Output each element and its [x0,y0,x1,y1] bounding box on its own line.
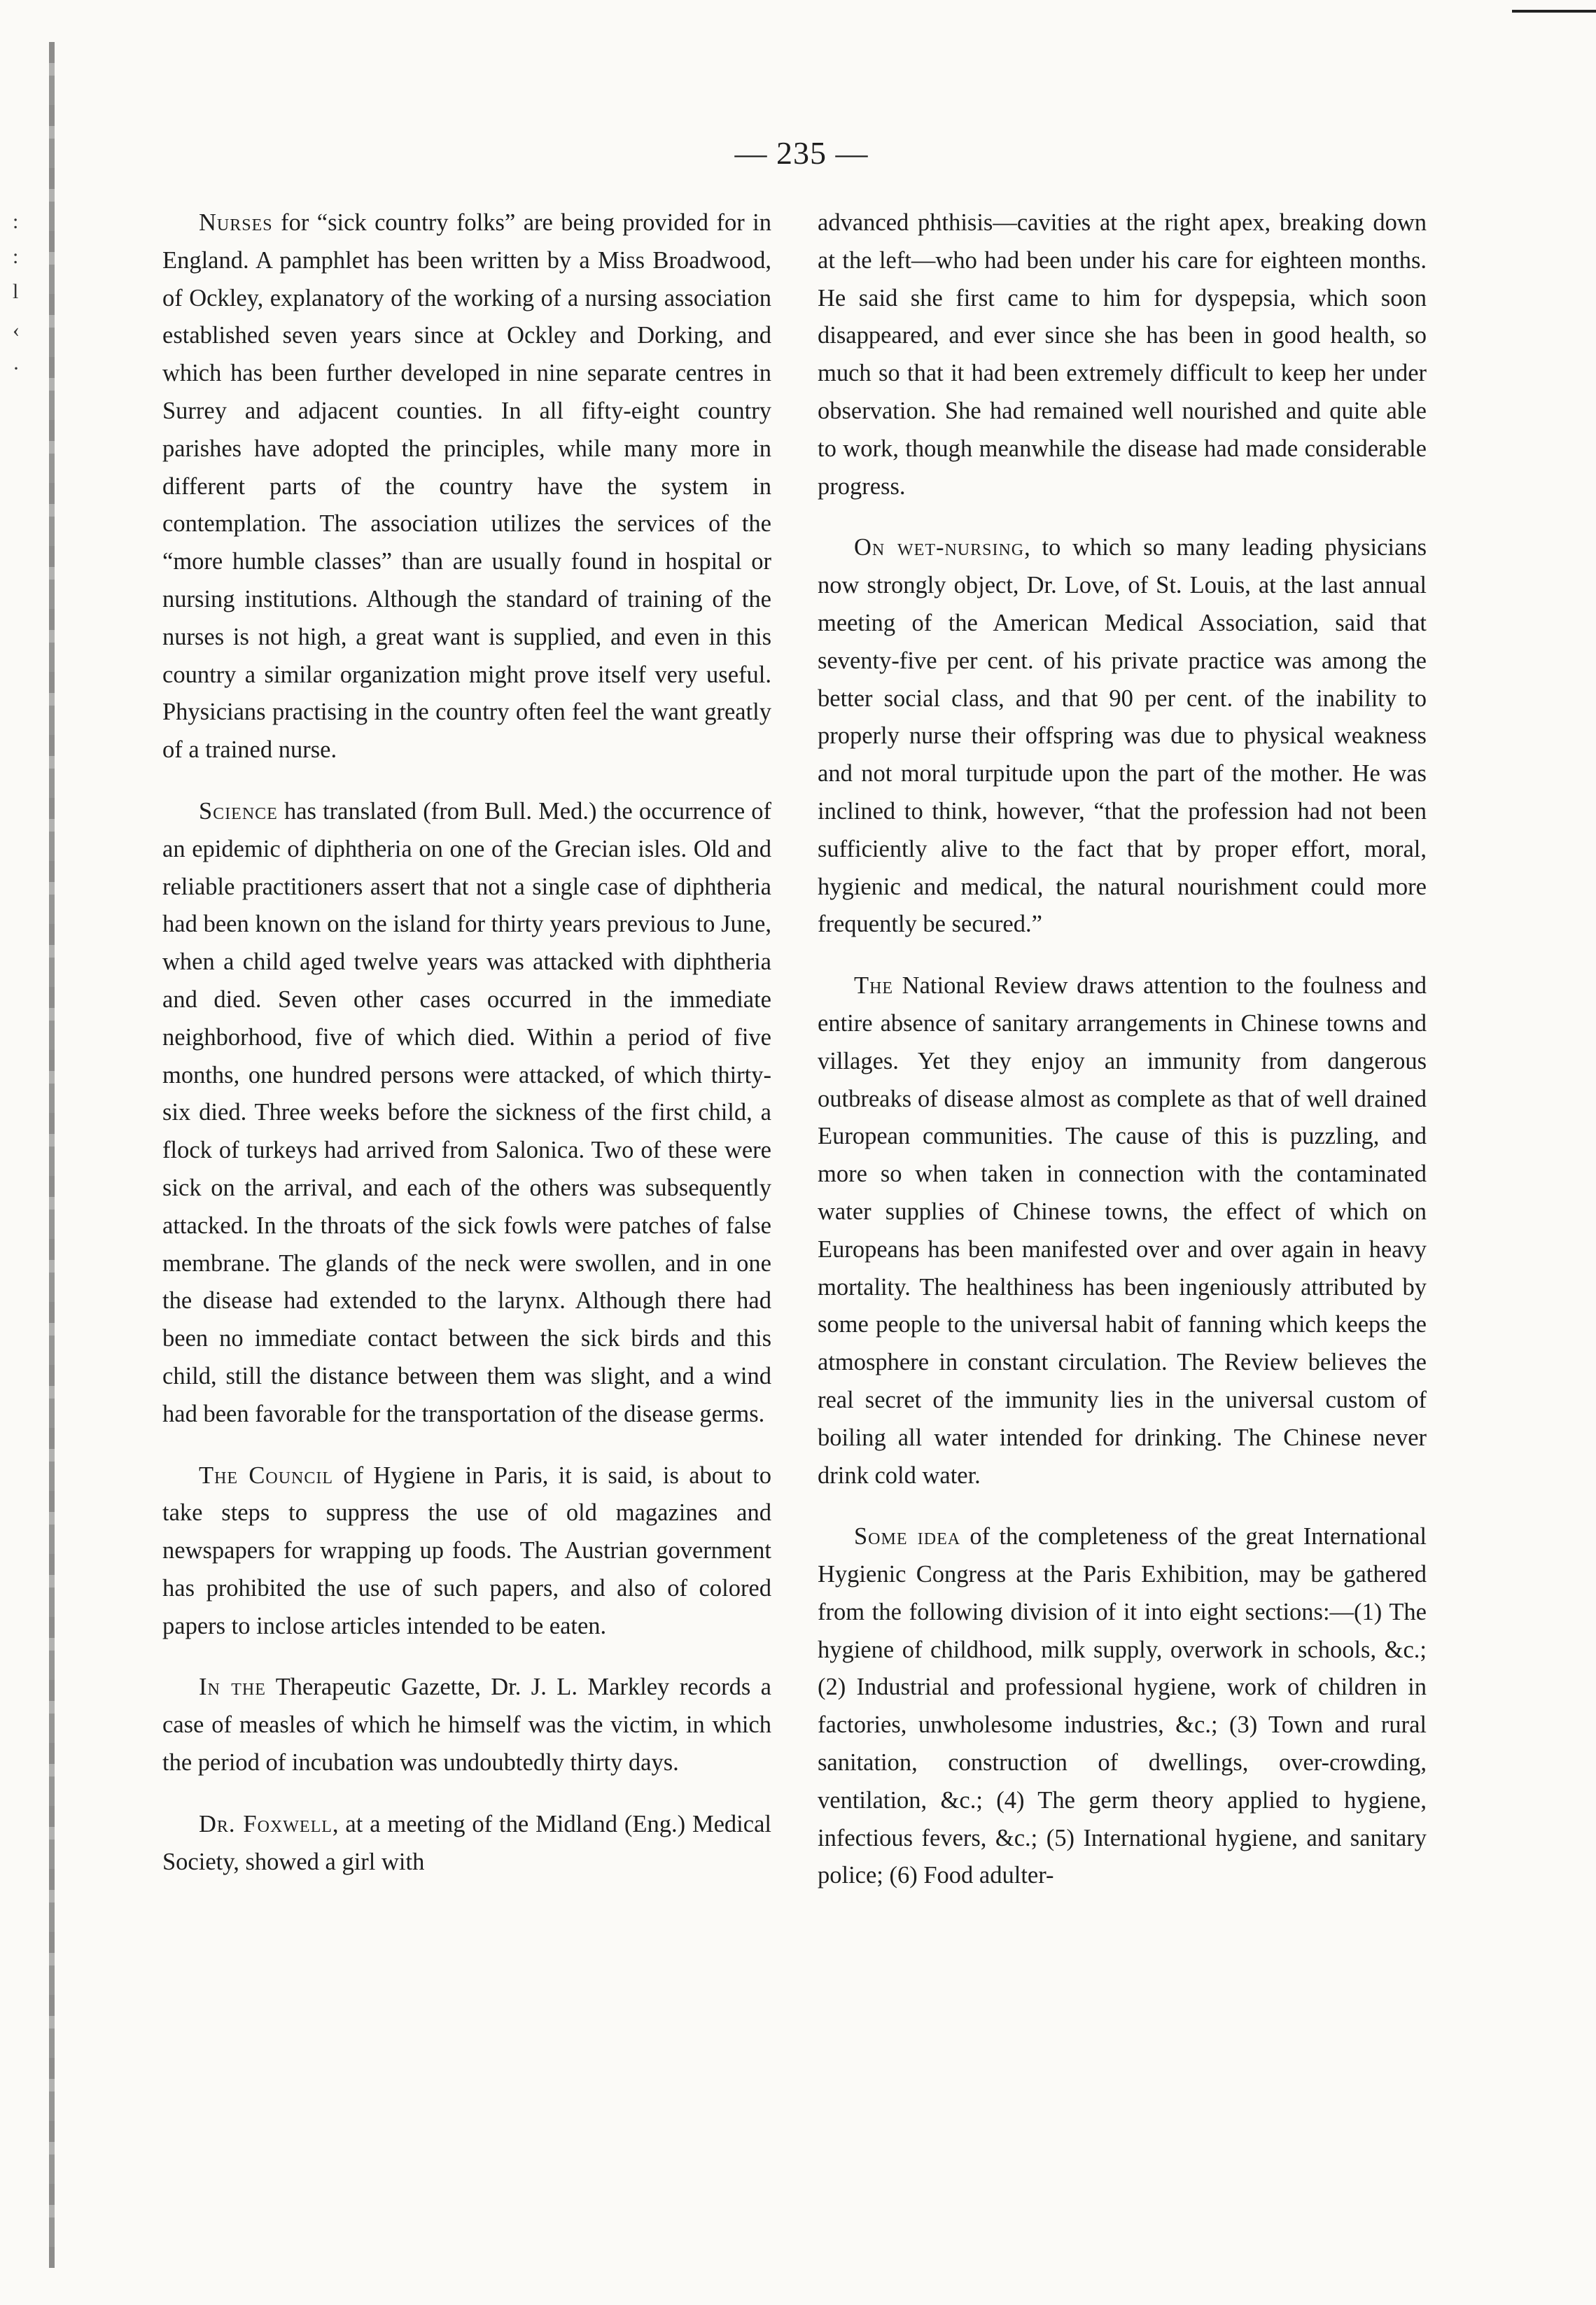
paragraph-lead: The [854,972,894,1000]
paragraph-national-review [818,967,1427,1494]
margin-mark: ‹ [13,318,20,342]
paragraph-body: National Review draws attention to the foulness and entire absence of sanitary arrangements in Chinese towns and villages. Yet they enjoy an immunity from dangerous outbreaks of disease almost as complete as that of well drained European communities. The cause of this is puzzling, and more so when taken in connection with the contaminated water supplies of Chinese towns, the effect of which on Europeans has been manifested over and over again in heavy mortality. The healthiness has been ingeniously attributed by some people to the universal habit of fanning which keeps the atmosphere in constant circulation. The Review believes the real secret of the immunity lies in the universal custom of boiling all water intended for drinking. The Chinese never drink cold water. [818,972,1427,1489]
paragraph-council [162,1457,771,1646]
top-rule [1512,10,1596,13]
paragraph-lead: In the [199,1674,266,1701]
paragraph-hygienic-congress [818,1518,1427,1895]
binding-edge [49,42,55,2268]
paragraph-lead: Science [199,797,278,825]
page-number: — 235 — [734,135,869,171]
paragraph-lead: On wet-nursing [854,534,1025,561]
paragraph-body: has translated (from Bull. Med.) the occurrence of an epidemic of diphtheria on one of the Grecian isles. Old and reliable practitioners assert that not a single case of diphtheria had been known on the island for thirty years previous to June, when a child aged twelve years was attacked with diphtheria and died. Seven other cases occurred in the immediate neighborhood, five of which died. Within a period of five months, one hundred persons were attacked, of which thirty-six died. Three weeks before the sickness of the first child, a flock of turkeys had arrived from Salonica. Two of these were sick on the arrival, and each of the others was subsequently attacked. In the throats of the sick fowls were patches of false membrane. The glands of the neck were swollen, and in one the disease had extended to the larynx. Although there had been no immediate contact between the sick birds and this child, still the distance between them was slight, and a wind had been favorable for the transportation of the disease germs. [162,797,771,1427]
paragraph-body: of the completeness of the great International Hygienic Congress at the Paris Exhibition, may be gathered from the following division of it into eight sections:—(1) The hygiene of childhood, milk supply, overwork in schools, &c.; (2) Industrial and professional hygiene, work of children in factories, unwholesome industries, &c.; (3) Town and rural sanitation, construction of dwellings, over-crowding, ventilation, &c.; (4) The germ theory applied to hygiene, infectious fevers, &c.; (5) International hygiene, and sanitary police; (6) Food adulter- [818,1523,1427,1889]
paragraph-body: for “sick country folks” are being provided for in England. A pamphlet has been written by a Miss Broadwood, of Ockley, explanatory of the working of a nursing association established seven years since at Ockley and Dorking, and which has been further developed in nine separate centres in Surrey and adjacent counties. In all fifty-eight country parishes have adopted the principles, while many more in different parts of the country have the system in contemplation. The association utilizes the services of the “more humble classes” than are usually found in hospital or nursing institutions. Although the standard of training of the nurses is not high, a great want is supplied, and even in this country a similar organization might prove itself very useful. Physicians practising in the country often feel the want greatly of a trained nurse. [162,209,771,764]
paragraph-lead: Some idea [854,1523,961,1550]
margin-mark: · [13,357,20,380]
paragraph-nurses [162,204,771,769]
paragraph-body: advanced phthisis—cavities at the right apex, breaking down at the left—who had been under his care for eighteen months. He said she first came to him for dyspepsia, which soon disappeared, and ever since she has been in good health, so much so that it had been extremely difficult to keep her under observation. She had remained well nourished and quite able to work, though meanwhile the disease had made considerable progress. [818,209,1427,500]
margin-mark: : [13,210,19,233]
paragraph-body: of Hygiene in Paris, it is said, is about to take steps to suppress the use of old magazines and newspapers for wrapping up foods. The Austrian government has prohibited the use of such papers, and also of colored papers to inclose articles intended to be eaten. [162,1462,772,1639]
paragraph-therapeutic [162,1669,771,1781]
margin-mark: : [13,245,19,268]
paragraph-body: Therapeutic Gazette, Dr. J. L. Markley records a case of measles of which he himself was the victim, in which the period of incubation was undoubtedly thirty days. [162,1674,771,1777]
paragraph-body: , to which so many leading physicians now strongly object, Dr. Love, of St. Louis, at the last annual meeting of the American Medical Association, said that seventy-five per cent. of his private practice was among the better social class, and that 90 per cent. of the inability to properly nurse their offspring was due to physical weakness and not moral turpitude upon the part of the mother. He was inclined to think, however, “that the profession had not been sufficiently alive to the fact that by proper effort, moral, hygienic and medical, the natural nourishment could more frequently be secured.” [818,534,1427,938]
paragraph-wet-nursing [818,529,1427,944]
right-column [818,204,1427,1919]
left-column [162,204,771,1905]
paragraph-lead: The Council [199,1462,334,1489]
paragraph-foxwell [162,1806,771,1882]
paragraph-lead: Dr. Foxwell [199,1810,332,1837]
paragraph-lead: Nurses [199,209,273,236]
margin-mark: l [13,280,19,303]
paragraph-body: , at a meeting of the Midland (Eng.) Medical Society, showed a girl with [162,1810,771,1875]
paragraph-science [162,793,771,1434]
paragraph-phthisis [818,204,1427,505]
